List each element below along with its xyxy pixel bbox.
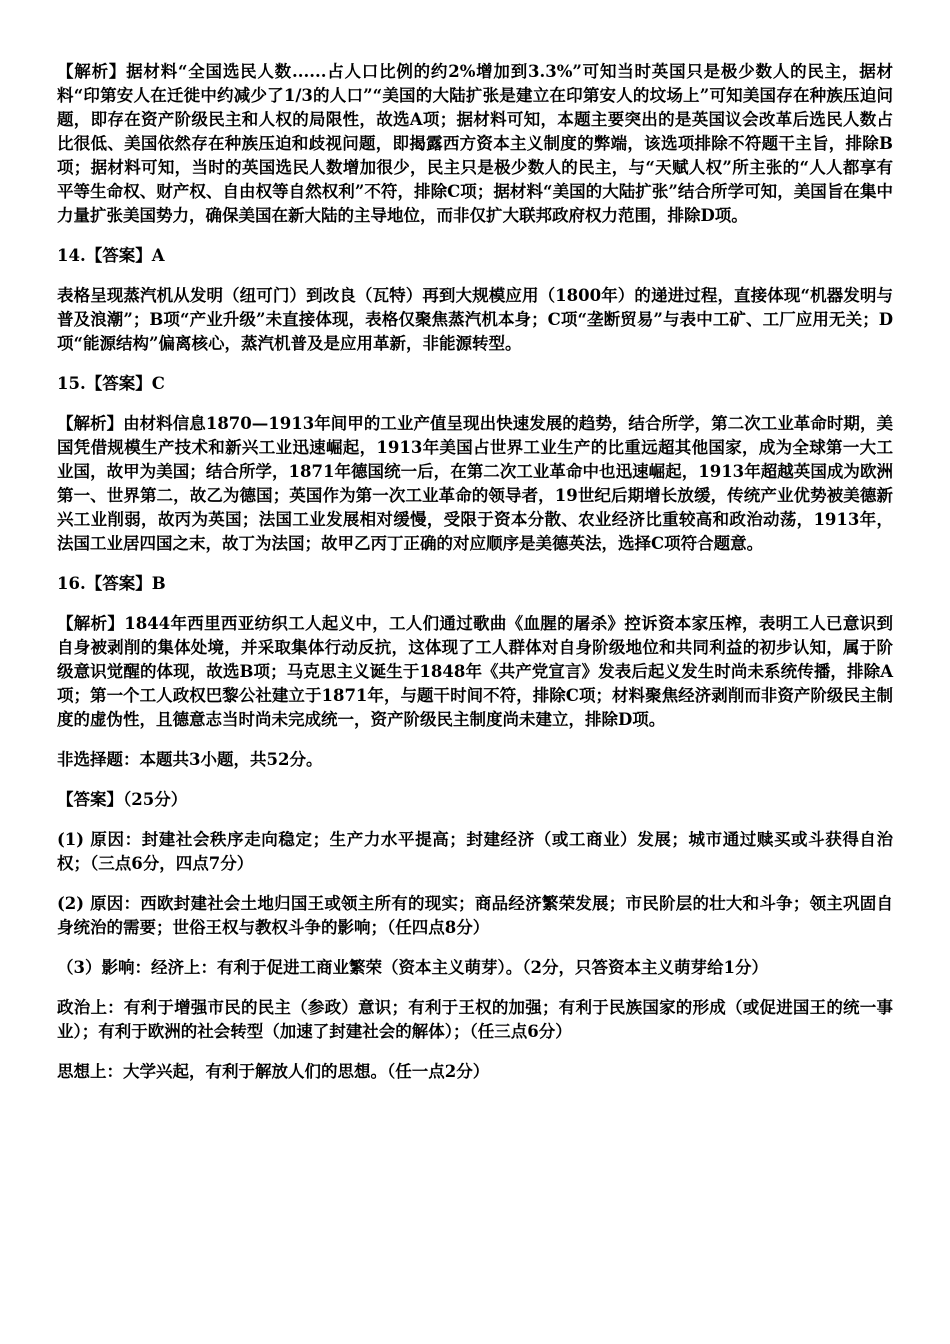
answer-q15: 15.【答案】C	[57, 374, 165, 393]
answer-q14: 14.【答案】A	[57, 246, 165, 265]
analysis-q14: 表格呈现蒸汽机从发明（纽可门）到改良（瓦特）再到大规模应用（1800年）的递进过程，直接体现“机器发明与普及浪潮”；B项“产业升级”未直接体现，表格仅聚焦蒸汽机本身；C项“垄断贸易”与表中工矿、工厂应用无关；D项“能源结构”偏离核心，蒸汽机普及是应用革新，非能源转型。	[57, 286, 893, 353]
analysis-q16: 【解析】1844年西里西亚纺织工人起义中，工人们通过歌曲《血腥的屠杀》控诉资本家压榨，表明工人已意识到自身被剥削的集体处境，并采取集体行动反抗，这体现了工人群体对自身阶级地位和共同利益的初步认知，属于阶级意识觉醒的体现，故选B项；马克思主义诞生于1848年《共产党宣言》发表后起义发生时尚未系统传播，排除A项；第一个工人政权巴黎公社建立于1871年，与题干时间不符，排除C项；材料聚焦经济剥削而非资产阶级民主制度的虚伪性，且德意志当时尚未完成统一，资产阶级民主制度尚未建立，排除D项。	[57, 614, 893, 729]
answer-part-3-politics: 政治上：有利于增强市民的民主（参政）意识；有利于王权的加强；有利于民族国家的形成（或促进国王的统一事业）；有利于欧洲的社会转型（加速了封建社会的解体）；（任三点6分）	[57, 998, 893, 1041]
answer-score-total: 【答案】（25分）	[57, 790, 188, 809]
answer-part-3-economy: （3）影响：经济上：有利于促进工商业繁荣（资本主义萌芽）。（2分，只答资本主义萌芽给1分）	[57, 958, 768, 977]
answer-part-1: (1) 原因：封建社会秩序走向稳定；生产力水平提高；封建经济（或工商业）发展；城市通过赎买或斗获得自治权；（三点6分，四点7分）	[57, 830, 893, 873]
analysis-q15: 【解析】由材料信息1870—1913年间甲的工业产值呈现出快速发展的趋势，结合所学，第二次工业革命时期，美国凭借规模生产技术和新兴工业迅速崛起，1913年美国占世界工业生产的比重远超其他国家，成为全球第一大工业国，故甲为美国；结合所学，1871年德国统一后，在第二次工业革命中也迅速崛起，1913年超越英国成为欧洲第一、世界第二，故乙为德国；英国作为第一次工业革命的领导者，19世纪后期增长放缓，传统产业优势被美德新兴工业削弱，故丙为英国；法国工业发展相对缓慢，受限于资本分散、农业经济比重较高和政治动荡，1913年，法国工业居四国之末，故丁为法国；故甲乙丙丁正确的对应顺序是美德英法，选择C项符合题意。	[57, 414, 893, 553]
answer-part-2: (2) 原因：西欧封建社会土地归国王或领主所有的现实；商品经济繁荣发展；市民阶层的壮大和斗争；领主巩固自身统治的需要；世俗王权与教权斗争的影响；（任四点8分）	[57, 894, 893, 937]
answer-part-3-thought: 思想上：大学兴起，有利于解放人们的思想。（任一点2分）	[57, 1062, 490, 1081]
answer-q16: 16.【答案】B	[57, 574, 166, 593]
analysis-q13: 【解析】据材料“全国选民人数......占人口比例的约2%增加到3.3%”可知当时英国只是极少数人的民主，据材料“印第安人在迁徙中约减少了1/3的人口”“美国的大陆扩张是建立在印第安人的坟场上”可知美国存在种族压迫问题，即存在资产阶级民主和人权的局限性，故选A项；据材料可知，本题主要突出的是英国议会改革后选民人数占比很低、美国依然存在种族压迫和歧视问题，即揭露西方资本主义制度的弊端，该选项排除不符题干主旨，排除B项；据材料可知，当时的英国选民人数增加很少，民主只是极少数人的民主，与“天赋人权”所主张的“人人都享有平等生命权、财产权、自由权等自然权利”不符，排除C项；据材料“美国的大陆扩张”结合所学可知，美国旨在集中力量扩张美国势力，确保美国在新大陆的主导地位，而非仅扩大联邦政府权力范围，排除D项。	[57, 62, 893, 225]
document-page	[57, 60, 893, 1100]
non-choice-section-title: 非选择题：本题共3小题，共52分。	[57, 750, 323, 769]
